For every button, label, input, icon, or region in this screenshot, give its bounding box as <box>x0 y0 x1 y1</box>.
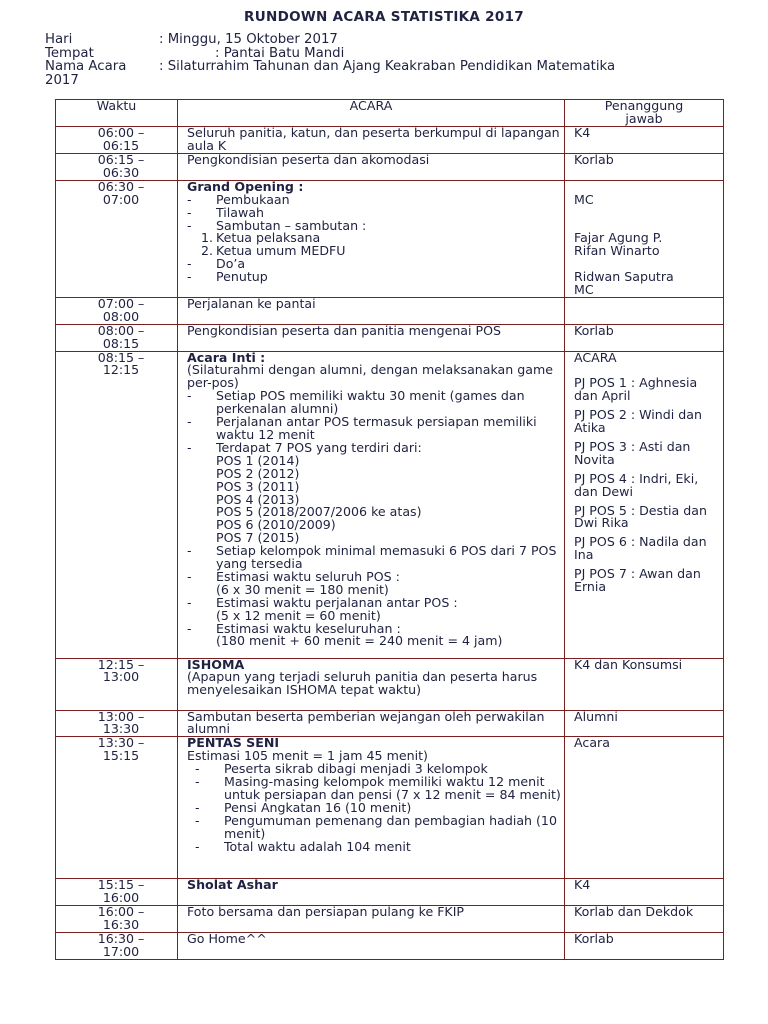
row-event: Pengkondisian peserta dan akomodasi <box>178 154 565 181</box>
row-pj: Acara <box>565 737 724 879</box>
row-time <box>56 154 178 181</box>
list-item: - Setiap POS memiliki waktu 30 menit (games dan perkenalan alumni) <box>187 388 525 417</box>
row-time-text: 08:00 – 08:15 <box>97 324 145 351</box>
pos-item: POS 6 (2010/2009) <box>216 517 336 533</box>
acara-inti-intro: (Silaturahmi dengan alumni, dengan melaksanakan game per-pos) <box>187 362 553 391</box>
table-row <box>56 879 724 906</box>
header-acara: ACARA <box>178 100 565 127</box>
pj-name: Fajar Agung P. <box>574 230 663 246</box>
list-item-text: Penutup <box>216 269 268 285</box>
header-waktu: Waktu <box>56 100 178 127</box>
row-event <box>178 658 565 710</box>
row-event: Foto bersama dan persiapan pulang ke FKIP <box>178 906 565 933</box>
meta-hari <box>45 33 735 47</box>
list-item-text: Pensi Angkatan 16 (10 menit) <box>224 799 412 815</box>
list-item-text: Terdapat 7 POS yang terdiri dari: <box>216 439 422 455</box>
list-item-text: Pembukaan <box>216 191 290 207</box>
list-item: - Penutup <box>187 269 268 285</box>
row-time-text: 13:30 – 15:15 <box>97 736 145 764</box>
row-time <box>56 658 178 710</box>
list-item-text: Estimasi waktu perjalanan antar POS : <box>216 594 458 610</box>
pj-pos: PJ POS 6 : Nadila dan Ina <box>574 534 707 563</box>
row-event: Seluruh panitia, katun, dan peserta berkumpul di lapangan aula K <box>178 127 565 154</box>
pos-item: POS 5 (2018/2007/2006 ke atas) <box>216 504 422 520</box>
pj-name: Rifan Winarto <box>574 243 660 259</box>
list-item-text: Masing-masing kelompok memiliki waktu 12 menit untuk persiapan dan pensi (7 x 12 menit = 84 menit) <box>224 774 561 802</box>
list-item: - Setiap kelompok minimal memasuki 6 POS dari 7 POS yang tersedia <box>187 543 557 572</box>
sholat-heading: Sholat Ashar <box>187 878 278 893</box>
pos-item: POS 2 (2012) <box>216 465 300 481</box>
meta-nama-label: Nama Acara 2017 <box>45 59 127 88</box>
row-pj <box>565 297 724 324</box>
row-time-text: 16:00 – 16:30 <box>97 905 145 933</box>
list-item: - Pembukaan <box>187 191 290 207</box>
pentas-seni-heading: PENTAS SENI <box>187 736 280 751</box>
row-time <box>56 879 178 906</box>
numbered-item: 2. Ketua umum MEDFU <box>201 243 346 259</box>
list-item: - Masing-masing kelompok memiliki waktu 12 menit untuk persiapan dan pensi (7 x 12 menit = 84 menit) <box>195 774 561 802</box>
row-time <box>56 180 178 297</box>
meta-hari-label: Hari <box>45 32 73 47</box>
row-event: Go Home^^ <box>178 932 565 959</box>
row-time-text: 07:00 – 08:00 <box>97 297 145 324</box>
numbered-item: 1. Ketua pelaksana <box>201 230 321 246</box>
row-pj: Korlab <box>565 932 724 959</box>
list-item-text: Peserta sikrab dibagi menjadi 3 kelompok <box>224 761 488 777</box>
pentas-seni-intro: Estimasi 105 menit = 1 jam 45 menit) <box>187 748 428 764</box>
list-item: - Peserta sikrab dibagi menjadi 3 kelompok <box>195 761 488 777</box>
list-item: - Estimasi waktu keseluruhan : <box>187 620 401 636</box>
table-row <box>56 906 724 933</box>
numbered-item-text: Ketua pelaksana <box>216 230 321 246</box>
list-item: - Total waktu adalah 104 menit <box>195 838 411 854</box>
list-item: - Pengumuman pemenang dan pembagian hadiah (10 menit) <box>195 812 557 841</box>
list-item: - Estimasi waktu perjalanan antar POS : <box>187 594 458 610</box>
list-item: - Terdapat 7 POS yang terdiri dari: <box>187 439 422 455</box>
rundown-table <box>55 99 724 960</box>
pos-item: POS 3 (2011) <box>216 478 300 494</box>
row-event <box>178 879 565 906</box>
row-pj <box>565 351 724 658</box>
row-pj: K4 dan Konsumsi <box>565 658 724 710</box>
acara-inti-heading: Acara Inti : <box>187 351 266 365</box>
row-time-text: 06:30 – 07:00 <box>97 180 145 207</box>
row-event: Perjalanan ke pantai <box>178 297 565 324</box>
table-row <box>56 180 724 297</box>
list-item: - Pensi Angkatan 16 (10 menit) <box>195 799 412 815</box>
header-pj-label: Penanggung jawab <box>604 99 684 126</box>
numbered-item-text: Ketua umum MEDFU <box>216 243 346 259</box>
table-header-row <box>56 100 724 127</box>
list-item-text: Estimasi waktu keseluruhan : <box>216 620 401 636</box>
table-row <box>56 351 724 658</box>
ishoma-heading: ISHOMA <box>187 658 245 672</box>
meta-nama-acara <box>45 60 735 87</box>
list-item-text: Tilawah <box>216 204 265 220</box>
row-time <box>56 297 178 324</box>
pj-pos: PJ POS 5 : Destia dan Dwi Rika <box>574 502 707 531</box>
pj-name: ACARA <box>574 351 617 365</box>
row-time-text: 08:15 – 12:15 <box>97 351 145 378</box>
row-pj: K4 <box>565 127 724 154</box>
pj-pos: PJ POS 1 : Aghnesia dan April <box>574 375 698 404</box>
pj-name: Ridwan Saputra <box>574 269 674 285</box>
list-item-text: Perjalanan antar POS termasuk persiapan memiliki waktu 12 menit <box>216 414 537 442</box>
table-row <box>56 658 724 710</box>
list-item: - Do’a <box>187 256 246 272</box>
meta-nama-value: : Silaturrahim Tahunan dan Ajang Keakraban Pendidikan Matematika <box>159 59 616 74</box>
list-item: - Perjalanan antar POS termasuk persiapan memiliki waktu 12 menit <box>187 414 537 442</box>
row-event: Sambutan beserta pemberian wejangan oleh perwakilan alumni <box>178 710 565 737</box>
list-item: - Estimasi waktu seluruh POS : <box>187 568 400 584</box>
table-row <box>56 154 724 181</box>
meta-tempat-label: Tempat <box>45 45 94 61</box>
meta-hari-value: : Minggu, 15 Oktober 2017 <box>159 32 338 47</box>
row-pj: K4 <box>565 879 724 906</box>
grand-opening-heading: Grand Opening : <box>187 180 304 194</box>
list-item: - Sambutan – sambutan : <box>187 217 367 233</box>
row-time <box>56 351 178 658</box>
pos-item: POS 1 (2014) <box>216 452 300 468</box>
row-pj: Korlab <box>565 154 724 181</box>
row-time-text: 12:15 – 13:00 <box>97 658 145 685</box>
row-time <box>56 127 178 154</box>
row-event <box>178 737 565 879</box>
table-row <box>56 710 724 737</box>
list-item-text: Setiap POS memiliki waktu 30 menit (games dan perkenalan alumni) <box>216 388 525 417</box>
row-time-text: 15:15 – 16:00 <box>97 878 145 906</box>
table-row <box>56 737 724 879</box>
meta-tempat <box>45 47 735 61</box>
list-item-detail: (180 menit + 60 menit = 240 menit = 4 jam) <box>216 633 503 649</box>
table-row <box>56 324 724 351</box>
row-time <box>56 737 178 879</box>
list-item-text: Pengumuman pemenang dan pembagian hadiah (10 menit) <box>224 812 557 841</box>
row-event: Pengkondisian peserta dan panitia mengenai POS <box>178 324 565 351</box>
row-time-text: 06:00 – 06:15 <box>97 126 145 153</box>
list-item-text: Estimasi waktu seluruh POS : <box>216 568 400 584</box>
table-row <box>56 127 724 154</box>
row-event <box>178 180 565 297</box>
header-pj <box>565 100 724 127</box>
ishoma-note: (Apapun yang terjadi seluruh panitia dan peserta harus menyelesaikan ISHOMA tepat waktu) <box>187 669 538 698</box>
table-row <box>56 297 724 324</box>
pj-name: MC <box>574 282 594 297</box>
pj-name: MC <box>574 191 594 207</box>
meta-tempat-value: : Pantai Batu Mandi <box>215 45 345 61</box>
list-item: - Tilawah <box>187 204 265 220</box>
list-item-text: Setiap kelompok minimal memasuki 6 POS dari 7 POS yang tersedia <box>216 543 557 572</box>
pj-pos: PJ POS 3 : Asti dan Novita <box>574 438 691 467</box>
row-pj: Korlab <box>565 324 724 351</box>
list-item-text: Sambutan – sambutan : <box>216 217 367 233</box>
pos-item: POS 7 (2015) <box>216 530 300 546</box>
row-time <box>56 710 178 737</box>
row-time-text: 16:30 – 17:00 <box>97 932 145 959</box>
row-time-text: 06:15 – 06:30 <box>97 153 145 180</box>
list-item-text: Do’a <box>216 256 246 272</box>
row-time <box>56 932 178 959</box>
row-time <box>56 324 178 351</box>
list-item-detail: (5 x 12 menit = 60 menit) <box>216 607 381 623</box>
pos-item: POS 4 (2013) <box>216 491 300 507</box>
list-item-text: Total waktu adalah 104 menit <box>224 838 411 854</box>
event-meta <box>45 33 735 87</box>
row-pj: Alumni <box>565 710 724 737</box>
row-time <box>56 906 178 933</box>
pj-pos: PJ POS 7 : Awan dan Ernia <box>574 566 701 595</box>
pj-pos: PJ POS 2 : Windi dan Atika <box>574 407 702 436</box>
row-pj <box>565 180 724 297</box>
list-item-detail: (6 x 30 menit = 180 menit) <box>216 581 389 597</box>
row-pj: Korlab dan Dekdok <box>565 906 724 933</box>
row-event <box>178 351 565 658</box>
pj-pos: PJ POS 4 : Indri, Eki, dan Dewi <box>574 470 699 499</box>
document-title: RUNDOWN ACARA STATISTIKA 2017 <box>244 9 524 25</box>
table-row <box>56 932 724 959</box>
row-time-text: 13:00 – 13:30 <box>97 710 145 737</box>
